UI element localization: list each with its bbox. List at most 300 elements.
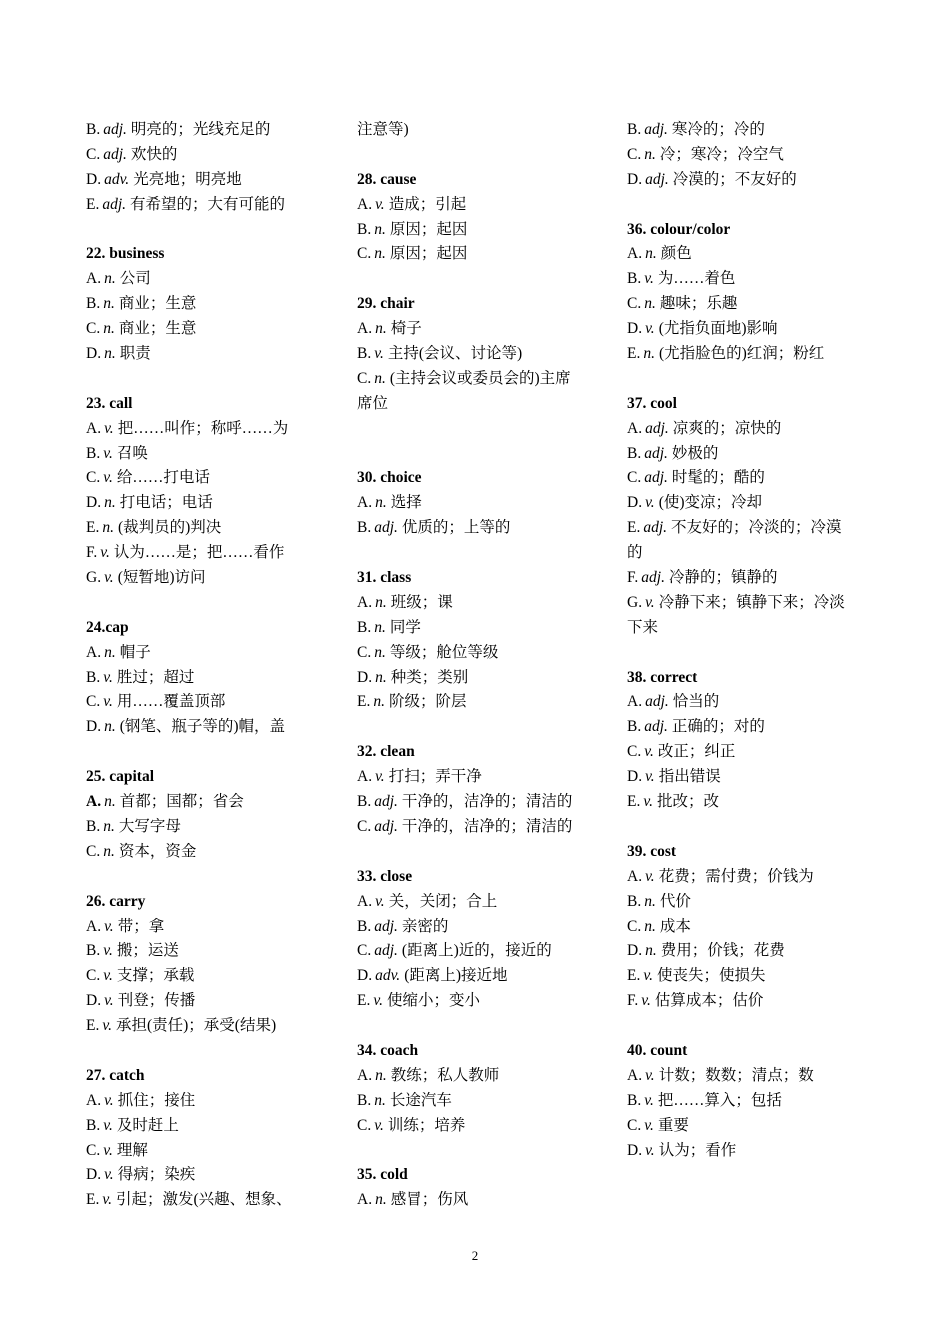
part-of-speech: v. [104,1166,114,1184]
definition-line [86,193,331,218]
option-letter: D. [627,768,643,786]
option-letter: E. [86,1191,100,1209]
part-of-speech: n. [644,892,656,910]
definition-text: 冷；寒冷；冷空气 [659,145,784,163]
definition-line [627,342,872,367]
definition-text: 大写字母 [118,817,181,835]
part-of-speech: n. [644,145,656,163]
spacer [627,193,872,218]
definition-text: 商业；生意 [118,295,197,313]
part-of-speech: n. [375,1191,387,1209]
option-letter: C. [357,369,372,387]
definition-line [627,740,872,765]
entry-headword: 29. chair [357,295,415,313]
option-letter: D. [86,170,102,188]
definition-text: 费用；价钱；花费 [660,942,785,960]
definition-line [86,118,331,143]
definition-text: (尤指负面地)影响 [658,320,778,338]
definition-line [357,1089,602,1114]
definition-text: 召唤 [116,444,148,462]
definition-line [357,193,602,218]
part-of-speech: adj. [644,718,668,736]
spacer [86,591,331,616]
definition-line [86,1114,331,1139]
spacer [357,1139,602,1164]
definition-text: 妙极的 [671,444,719,462]
definition-text: 重要 [657,1116,689,1134]
option-letter: C. [627,469,642,487]
option-letter: G. [627,593,643,611]
definition-text: 理解 [116,1141,148,1159]
part-of-speech: adj. [645,170,669,188]
spacer [86,865,331,890]
entry-headword: 30. choice [357,469,422,487]
option-letter: D. [627,320,643,338]
definition-text: 光亮地；明亮地 [133,170,242,188]
part-of-speech: n. [645,942,657,960]
definition-line [357,118,602,143]
option-letter: F. [86,544,98,562]
part-of-speech: n. [104,643,116,661]
entry-headword: 36. colour/color [627,220,731,238]
option-letter: A. [357,1191,373,1209]
definition-text: 帽子 [119,643,151,661]
option-letter: D. [86,345,102,363]
definition-text: 为……着色 [657,270,736,288]
option-letter: E. [86,195,100,213]
part-of-speech: adj. [374,793,398,811]
spacer [357,442,602,467]
part-of-speech: n. [374,1091,386,1109]
option-letter: C. [86,693,101,711]
option-letter: B. [357,618,372,636]
definition-text: 恰当的 [672,693,720,711]
option-letter: C. [627,1116,642,1134]
spacer [357,1014,602,1039]
option-letter: A. [357,320,373,338]
entry-headword: 35. cold [357,1166,408,1184]
definition-text: 原因；起因 [389,245,468,263]
part-of-speech: v. [644,1116,654,1134]
option-letter: C. [627,917,642,935]
definition-line [86,541,331,566]
part-of-speech: n. [103,842,115,860]
definition-text: 种类；类别 [390,668,469,686]
definition-line [86,641,331,666]
definition-line [627,765,872,790]
definition-text: 胜过；超过 [116,668,195,686]
part-of-speech: v. [645,1066,655,1084]
definition-text: 注意等) [357,121,409,138]
definition-line [357,218,602,243]
definition-line [86,939,331,964]
option-letter: E. [86,1017,100,1035]
definition-line [86,342,331,367]
definition-line [86,292,331,317]
part-of-speech: v. [103,469,113,487]
option-letter: G. [86,569,102,587]
definition-line [627,466,872,491]
definition-line [357,1114,602,1139]
definition-text: 改正；纠正 [657,743,736,761]
option-letter: D. [357,967,373,985]
part-of-speech: v. [103,1141,113,1159]
definition-text: 优质的；上等的 [401,519,511,537]
spacer [627,367,872,392]
option-letter: A. [627,245,643,263]
definition-text: 使缩小；变小 [386,992,480,1010]
definition-line [86,1188,331,1213]
definition-text: 代价 [659,892,691,910]
option-letter: B. [357,1091,372,1109]
column-left [86,118,331,1213]
definition-text: 指出错误 [658,768,721,786]
option-letter: C. [627,743,642,761]
option-letter: E. [86,519,100,537]
definition-text: 冷静的；镇静的 [668,569,778,587]
part-of-speech: adj. [644,121,668,138]
part-of-speech: adj. [643,519,668,537]
entry-headword: 27. catch [86,1066,145,1084]
part-of-speech: v. [374,1116,384,1134]
option-letter: D. [357,668,373,686]
definition-line [86,1014,331,1039]
definition-line [86,442,331,467]
definition-text: 把……算入；包括 [657,1091,782,1109]
definition-text: 关，关闭；合上 [388,892,498,910]
definition-text: 资本，资金 [118,842,197,860]
part-of-speech: v. [104,992,114,1010]
option-letter: C. [86,1141,101,1159]
definition-line [86,1139,331,1164]
definition-text: 搬；运送 [116,942,179,960]
definition-text: 成本 [659,917,691,935]
definition-text: 首都；国都；省会 [119,793,244,811]
option-letter: A. [86,270,102,288]
definition-text: 椅子 [390,320,422,338]
option-letter: B. [86,1116,101,1134]
option-letter: F. [627,992,639,1010]
definition-line [86,690,331,715]
part-of-speech: v. [645,593,655,611]
definition-text: 主持(会议、讨论等) [387,345,523,363]
option-letter: B. [86,942,101,960]
option-letter: D. [627,170,643,188]
definition-text: 冷静下来；镇静下来；冷淡 [658,593,845,611]
option-letter: A. [357,892,373,910]
part-of-speech: v. [103,942,113,960]
entry-headword: 22. business [86,245,165,263]
part-of-speech: v. [645,867,655,885]
option-letter: A. [627,867,643,885]
option-letter: A. [357,1066,373,1084]
part-of-speech: v. [375,195,385,213]
option-letter: E. [627,345,641,363]
definition-text: 把……叫作；称呼……为 [117,419,289,437]
definition-text: 欢快的 [130,145,178,163]
spacer [86,218,331,243]
part-of-speech: adj. [641,569,665,587]
part-of-speech: v. [374,345,384,363]
option-letter: A. [627,419,643,437]
definition-line [627,292,872,317]
part-of-speech: v. [102,1191,112,1209]
option-letter: E. [357,992,371,1010]
definition-line [627,616,872,641]
definition-line [627,690,872,715]
definition-text: 估算成本；估价 [654,992,764,1010]
part-of-speech: v. [373,992,383,1010]
definition-line [627,491,872,516]
definition-line [627,890,872,915]
definition-line [86,915,331,940]
part-of-speech: n. [104,345,116,363]
part-of-speech: adj. [374,942,398,960]
definition-line [357,915,602,940]
definition-line [627,143,872,168]
part-of-speech: n. [375,494,387,512]
definition-line [86,168,331,193]
definition-text: 教练；私人教师 [390,1066,500,1084]
option-letter: A. [357,195,373,213]
spacer [86,1039,331,1064]
entry-headword: 23. call [86,394,133,412]
definition-text: 正确的；对的 [671,718,765,736]
part-of-speech: n. [375,320,387,338]
option-letter: D. [627,942,643,960]
definition-line [86,840,331,865]
option-letter: C. [86,469,101,487]
entry-headword: 26. carry [86,892,146,910]
option-letter: F. [627,569,639,587]
definition-text: 班级；课 [390,593,453,611]
definition-text: 认为……是；把……看作 [113,544,285,562]
definition-line [357,342,602,367]
part-of-speech: v. [645,320,655,338]
part-of-speech: n. [375,1066,387,1084]
definition-line [86,1163,331,1188]
option-letter: E. [627,793,641,811]
part-of-speech: n. [374,618,386,636]
part-of-speech: adj. [645,419,669,437]
option-letter: C. [357,245,372,263]
definition-line [86,790,331,815]
definition-text: 同学 [389,618,421,636]
spacer [357,840,602,865]
definition-line [627,1139,872,1164]
option-letter: A. [86,917,102,935]
entry-headword: 32. clean [357,743,415,761]
definition-text: 趣味；乐趣 [659,295,738,313]
definition-line [357,666,602,691]
part-of-speech: n. [374,220,386,238]
part-of-speech: n. [375,593,387,611]
definition-line [627,939,872,964]
definition-line [357,989,602,1014]
option-letter: A. [357,768,373,786]
part-of-speech: adj. [374,817,398,835]
spacer [86,740,331,765]
definition-line [86,143,331,168]
part-of-speech: adj. [645,693,669,711]
option-letter: C. [357,1116,372,1134]
column-middle [357,118,602,1213]
option-letter: C. [357,643,372,661]
definition-text: 下来 [627,618,659,636]
option-letter: B. [86,295,101,313]
part-of-speech: n. [104,494,116,512]
entry-headword: 28. cause [357,170,417,188]
definition-line [357,367,602,392]
option-letter: B. [86,121,101,138]
spacer [357,143,602,168]
part-of-speech: n. [645,245,657,263]
part-of-speech: v. [103,1116,113,1134]
definition-text: (距离上)近的，接近的 [401,942,552,960]
definition-line [86,964,331,989]
option-letter: B. [627,718,642,736]
definition-line [627,541,872,566]
definition-line [627,317,872,342]
definition-text: 抓住；接住 [117,1091,196,1109]
option-letter: B. [627,444,642,462]
definition-line [357,1064,602,1089]
part-of-speech: v. [103,668,113,686]
definition-line [357,591,602,616]
definition-line [86,666,331,691]
definition-line [86,1089,331,1114]
definition-text: (主持会议或委员会的)主席 [389,369,571,387]
option-letter: B. [357,793,372,811]
part-of-speech: adv. [375,967,401,985]
definition-text: (使)变凉；冷却 [658,494,763,512]
option-letter: B. [357,917,372,935]
definition-line [86,417,331,442]
definition-line [357,815,602,840]
option-letter: C. [86,967,101,985]
option-letter: A. [86,643,102,661]
definition-text: 席位 [357,394,389,412]
definition-line [627,118,872,143]
definition-text: 支撑；承载 [116,967,195,985]
definition-line [86,491,331,516]
option-letter: A. [86,793,102,811]
part-of-speech: n. [375,668,387,686]
option-letter: C. [357,942,372,960]
spacer [357,417,602,442]
option-letter: B. [357,220,372,238]
spacer [627,641,872,666]
option-letter: D. [627,494,643,512]
part-of-speech: adj. [374,519,398,537]
part-of-speech: v. [104,419,114,437]
part-of-speech: adj. [644,444,668,462]
definition-line [357,939,602,964]
definition-line [627,964,872,989]
definition-line [357,641,602,666]
option-letter: C. [627,145,642,163]
definition-text: 亲密的 [401,917,449,935]
definition-text: 颜色 [660,245,692,263]
part-of-speech: v. [104,917,114,935]
definition-text: 得病；染疾 [117,1166,196,1184]
option-letter: D. [627,1141,643,1159]
definition-text: 明亮的；光线充足的 [130,121,271,138]
definition-line [357,765,602,790]
definition-line [357,242,602,267]
entry-headword: 38. correct [627,668,698,686]
part-of-speech: n. [104,718,116,736]
option-letter: B. [627,270,642,288]
page-number: 2 [471,1248,479,1263]
column-right [627,118,872,1163]
definition-line [627,168,872,193]
part-of-speech: v. [643,967,653,985]
part-of-speech: n. [643,345,655,363]
entry-headword: 39. cost [627,842,677,860]
entry-headword: 25. capital [86,768,155,786]
definition-text: 时髦的；酷的 [671,469,765,487]
definition-text: 公司 [119,270,151,288]
part-of-speech: n. [374,643,386,661]
option-letter: D. [86,992,102,1010]
definition-line [627,915,872,940]
entry-headword: 24.cap [86,618,129,636]
definition-text: 花费；需付费；价钱为 [658,867,814,885]
definition-line [627,1114,872,1139]
option-letter: A. [86,1091,102,1109]
definition-text: 用……覆盖顶部 [116,693,226,711]
definition-line [627,715,872,740]
definition-line [627,516,872,541]
part-of-speech: adj. [103,121,127,138]
option-letter: B. [86,444,101,462]
definition-line [357,516,602,541]
definition-line [357,964,602,989]
option-letter: A. [627,693,643,711]
part-of-speech: adj. [644,469,668,487]
part-of-speech: n. [104,793,116,811]
option-letter: B. [627,892,642,910]
part-of-speech: v. [645,768,655,786]
part-of-speech: v. [645,1141,655,1159]
option-letter: C. [86,320,101,338]
definition-text: 的 [627,544,643,562]
definition-text: 感冒；伤风 [390,1191,469,1209]
definition-text: (距离上)接近地 [404,967,508,985]
option-letter: C. [627,295,642,313]
part-of-speech: v. [375,892,385,910]
definition-text: 等级；舱位等级 [389,643,499,661]
definition-line [627,242,872,267]
definition-line [627,865,872,890]
definition-line [627,442,872,467]
definition-line [357,616,602,641]
part-of-speech: v. [641,992,651,1010]
spacer [86,367,331,392]
spacer [627,815,872,840]
part-of-speech: v. [104,1091,114,1109]
definition-text: 使丧失；使损失 [656,967,766,985]
definition-line [627,591,872,616]
option-letter: B. [86,817,101,835]
option-letter: A. [627,1066,643,1084]
definition-line [627,1089,872,1114]
definition-line [86,815,331,840]
part-of-speech: v. [644,743,654,761]
part-of-speech: v. [103,967,113,985]
definition-line [627,267,872,292]
